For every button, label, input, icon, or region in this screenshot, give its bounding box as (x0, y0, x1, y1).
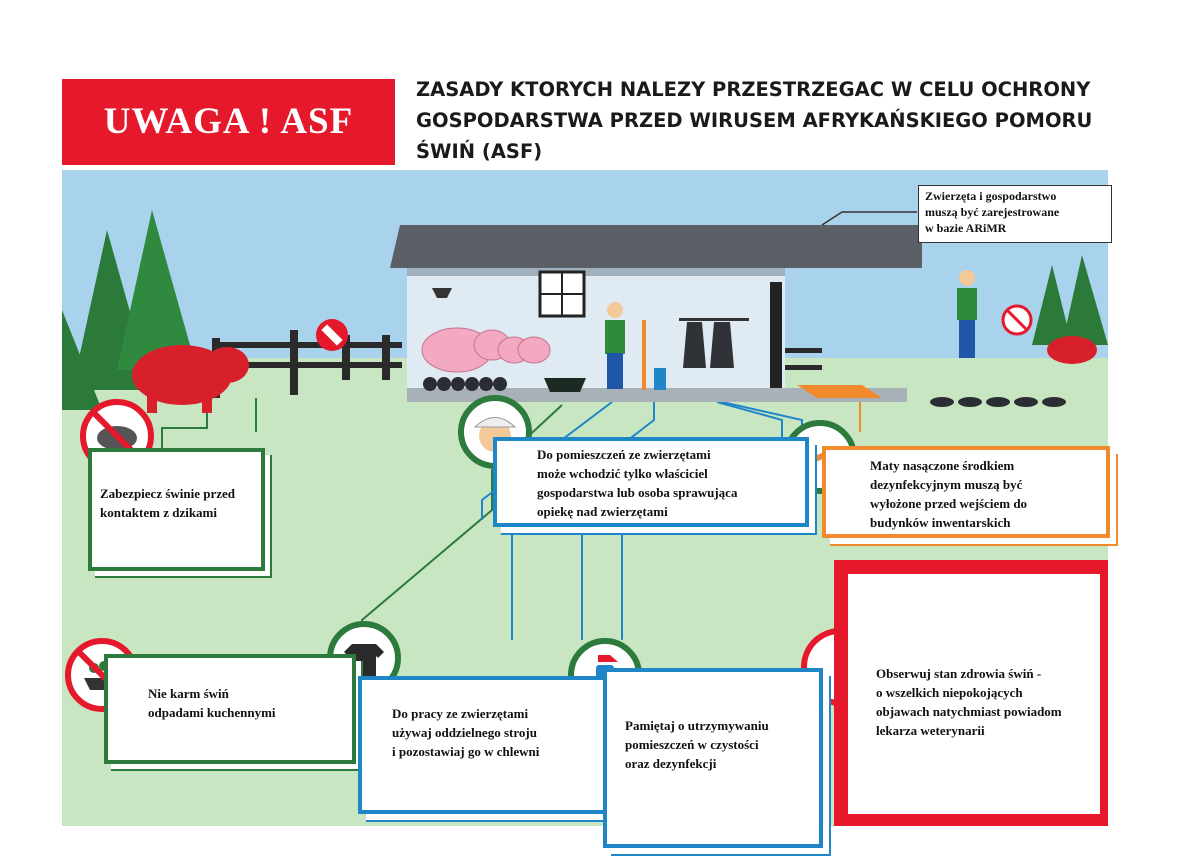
rule-text-line: Nie karm świń (148, 686, 229, 701)
food-tray (544, 378, 586, 392)
rule-text-line: Obserwuj stan zdrowia świń - (876, 666, 1042, 681)
rule-text-line: odpadami kuchennymi (148, 705, 276, 720)
registration-note (918, 185, 1112, 243)
rule-text-line: Zabezpiecz świnie przed (100, 486, 236, 501)
rule-disinfection-mats (822, 446, 1110, 538)
rule-text-line: opiekę nad zwierzętami (537, 504, 668, 519)
rule-text-line: wyłożone przed wejściem do (870, 496, 1028, 511)
rule-text-line: pomieszczeń w czystości (625, 737, 759, 752)
rule-health-watch (876, 664, 1098, 740)
mop (642, 320, 646, 390)
rule-text-line: może wchodzić tylko właściciel (537, 466, 708, 481)
headline-line-2: GOSPODARSTWA PRZED WIRUSEM AFRYKAŃSKIEGO POMORU (416, 109, 1093, 132)
rule-text-line: Maty nasączone środkiem (870, 458, 1015, 473)
rule-no-kitchen-waste (104, 654, 356, 764)
rule-cleanliness (603, 668, 823, 848)
rule-text-line: oraz dezynfekcji (625, 756, 717, 771)
headline-line-1: ZASADY KTORYCH NALEZY PRZESTRZEGAC W CELU OCHRONY (416, 78, 1091, 101)
rule-separate-clothes (358, 676, 612, 814)
headline-line-3: ŚWIŃ (ASF) (416, 140, 543, 163)
rule-text-line: i pozostawiaj go w chlewni (392, 744, 540, 759)
rule-text-line: kontaktem z dzikami (100, 505, 217, 520)
rule-protect-from-boars (88, 448, 265, 571)
banner-title: UWAGA ! ASF (103, 101, 354, 142)
rule-text-line: o wszelkich niepokojących (876, 685, 1023, 700)
rule-text-line: dezynfekcyjnym muszą być (870, 477, 1023, 492)
rule-text-line: Do pomieszczeń ze zwierzętami (537, 447, 711, 462)
rule-text-line: budynków inwentarskich (870, 515, 1011, 530)
rule-text-line: gospodarstwa lub osoba sprawująca (537, 485, 738, 500)
registration-line-2: muszą być zarejestrowane (925, 205, 1060, 219)
page-headline (416, 74, 1116, 167)
spray-bottle (654, 368, 666, 390)
rule-text-line: objawach natychmiast powiadom (876, 704, 1062, 719)
no-entry-sign-right (1003, 306, 1031, 334)
registration-line-1: Zwierzęta i gospodarstwo (925, 189, 1057, 203)
rule-text-line: Pamiętaj o utrzymywaniu (625, 718, 769, 733)
ground-tyres (930, 397, 1066, 407)
rule-text-line: Do pracy ze zwierzętami (392, 706, 529, 721)
registration-line-3: w bazie ARiMR (925, 221, 1007, 235)
rule-text-line: lekarza weterynarii (876, 723, 985, 738)
no-entry-sign (316, 319, 348, 351)
right-boar (1047, 336, 1097, 364)
rule-owner-only (493, 437, 809, 527)
rule-text-line: używaj oddzielnego stroju (392, 725, 537, 740)
